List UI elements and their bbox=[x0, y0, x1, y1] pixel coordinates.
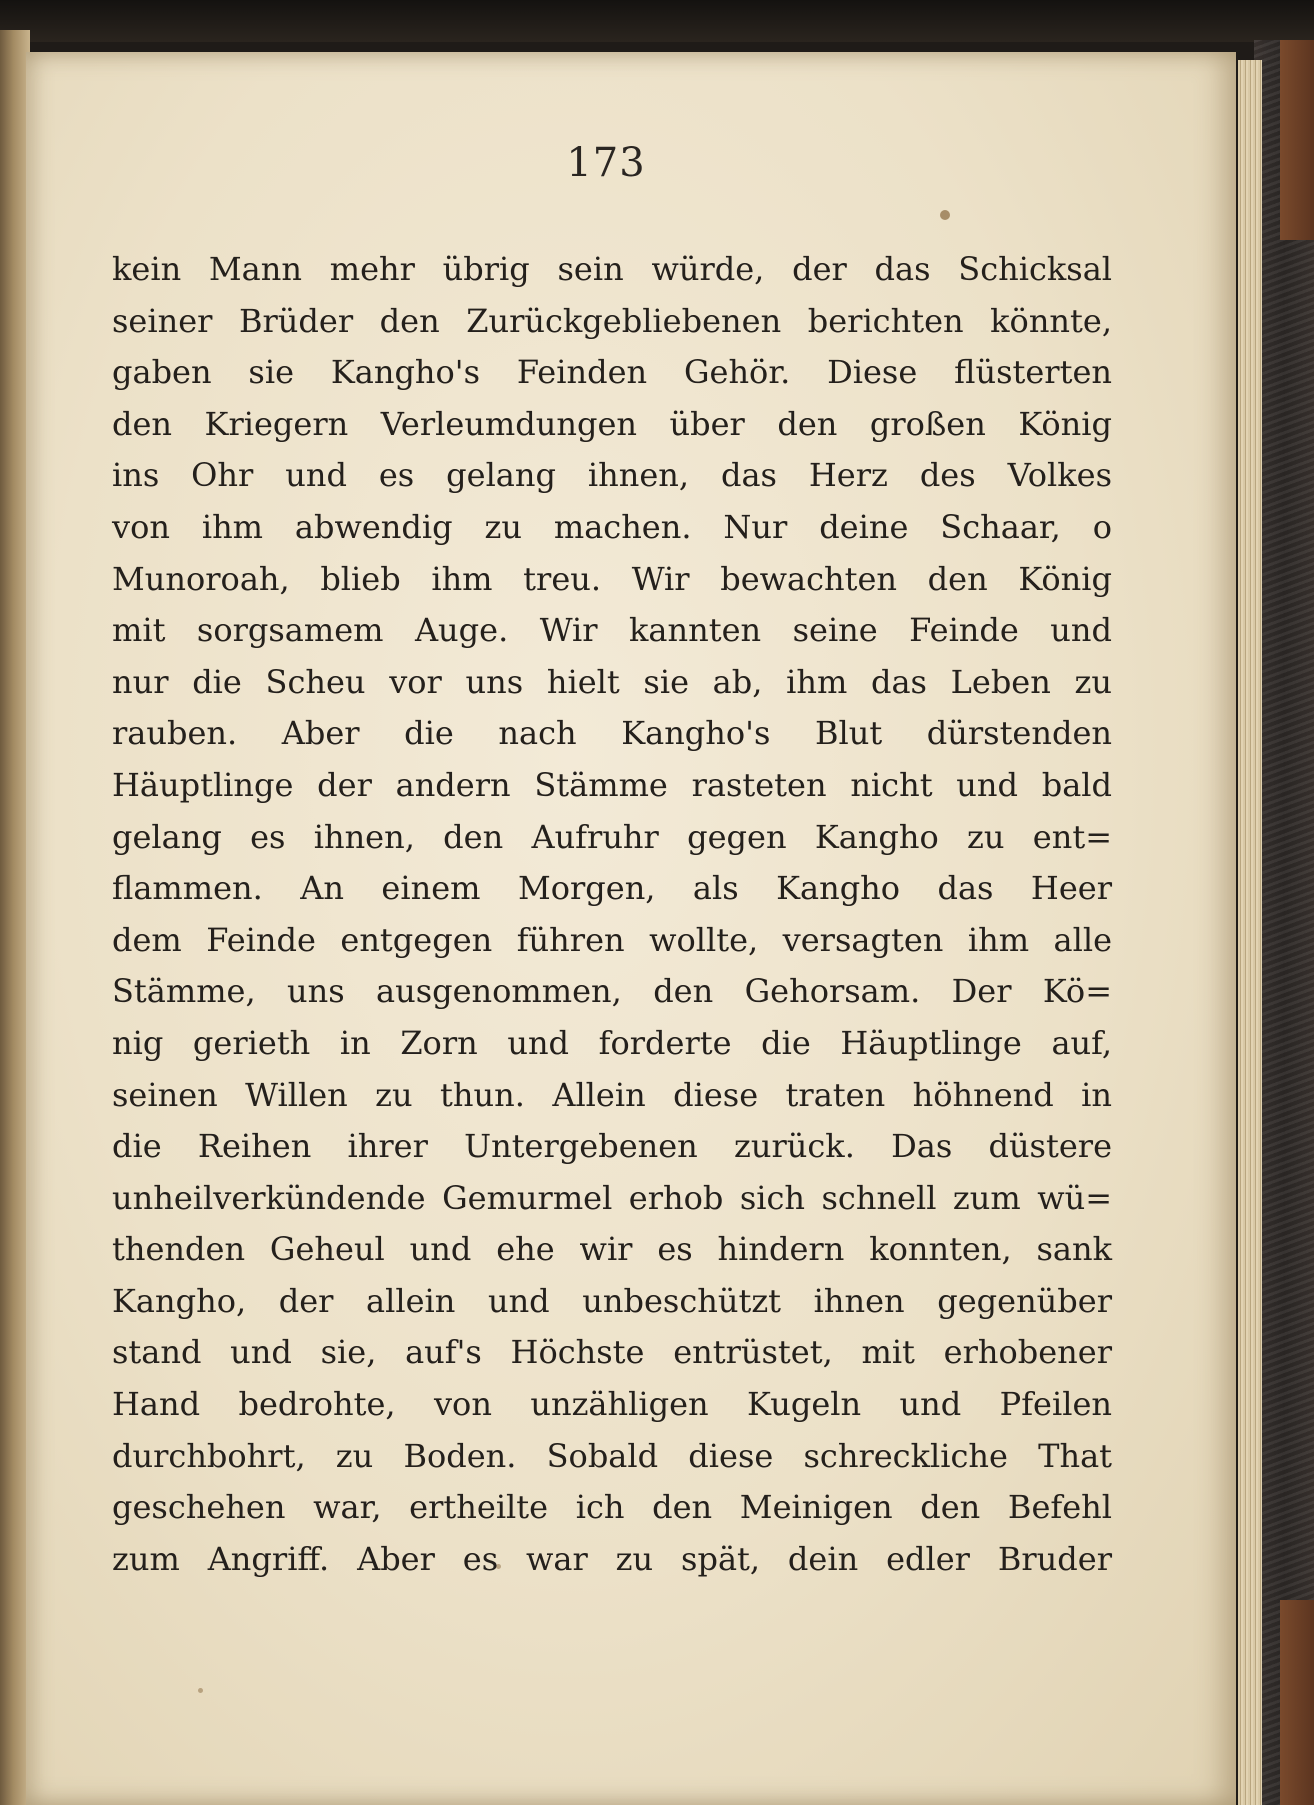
text-line: den Kriegern Verleumdungen über den großen König bbox=[112, 404, 1112, 443]
text-line: geschehen war, ertheilte ich den Meinigen den Befehl bbox=[112, 1488, 1112, 1527]
text-line: gelang es ihnen, den Aufruhr gegen Kangho zu ent= bbox=[112, 817, 1112, 856]
cover-leather-corner-bottom bbox=[1280, 1600, 1314, 1805]
text-line: Munoroah, blieb ihm treu. Wir bewachten den König bbox=[112, 559, 1112, 598]
text-line: flammen. An einem Morgen, als Kangho das Heer bbox=[112, 869, 1112, 908]
text-line: Häuptlinge der andern Stämme rasteten nicht und bald bbox=[112, 765, 1112, 804]
text-line: zum Angriff. Aber es war zu spät, dein edler Bruder bbox=[112, 1539, 1112, 1578]
page-number: 173 bbox=[566, 140, 646, 186]
text-line: dem Feinde entgegen führen wollte, versagten ihm alle bbox=[112, 920, 1112, 959]
scan-top-edge bbox=[0, 0, 1314, 42]
text-line: unheilverkündende Gemurmel erhob sich schnell zum wü= bbox=[112, 1178, 1112, 1217]
paper-speck bbox=[940, 210, 950, 220]
text-line: thenden Geheul und ehe wir es hindern konnten, sank bbox=[112, 1230, 1112, 1269]
text-line: die Reihen ihrer Untergebenen zurück. Das düstere bbox=[112, 1127, 1112, 1166]
book-page bbox=[26, 52, 1236, 1805]
book-cover-board bbox=[1254, 40, 1314, 1805]
text-line: rauben. Aber die nach Kangho's Blut dürstenden bbox=[112, 714, 1112, 753]
text-line: mit sorgsamem Auge. Wir kannten seine Feinde und bbox=[112, 611, 1112, 650]
text-line: durchbohrt, zu Boden. Sobald diese schreckliche That bbox=[112, 1436, 1112, 1475]
text-line: seiner Brüder den Zurückgebliebenen berichten könnte, bbox=[112, 301, 1112, 340]
cover-leather-corner-top bbox=[1280, 40, 1314, 240]
text-line: Stämme, uns ausgenommen, den Gehorsam. Der Kö= bbox=[112, 972, 1112, 1011]
page-stack-edge bbox=[1238, 60, 1262, 1805]
text-line: ins Ohr und es gelang ihnen, das Herz des Volkes bbox=[112, 456, 1112, 495]
text-line: nur die Scheu vor uns hielt sie ab, ihm das Leben zu bbox=[112, 662, 1112, 701]
body-text bbox=[112, 244, 1112, 1585]
text-line: kein Mann mehr übrig sein würde, der das Schicksal bbox=[112, 250, 1112, 288]
text-line: seinen Willen zu thun. Allein diese traten höhnend in bbox=[112, 1075, 1112, 1114]
text-line: Hand bedrohte, von unzähligen Kugeln und Pfeilen bbox=[112, 1385, 1112, 1424]
text-line: von ihm abwendig zu machen. Nur deine Schaar, o bbox=[112, 507, 1112, 546]
text-line: Kangho, der allein und unbeschützt ihnen gegenüber bbox=[112, 1281, 1112, 1320]
paper-speck bbox=[198, 1688, 203, 1693]
text-line: nig gerieth in Zorn und forderte die Häuptlinge auf, bbox=[112, 1023, 1112, 1062]
text-line: stand und sie, auf's Höchste entrüstet, mit erhobener bbox=[112, 1333, 1112, 1372]
text-line: gaben sie Kangho's Feinden Gehör. Diese flüsterten bbox=[112, 353, 1112, 392]
